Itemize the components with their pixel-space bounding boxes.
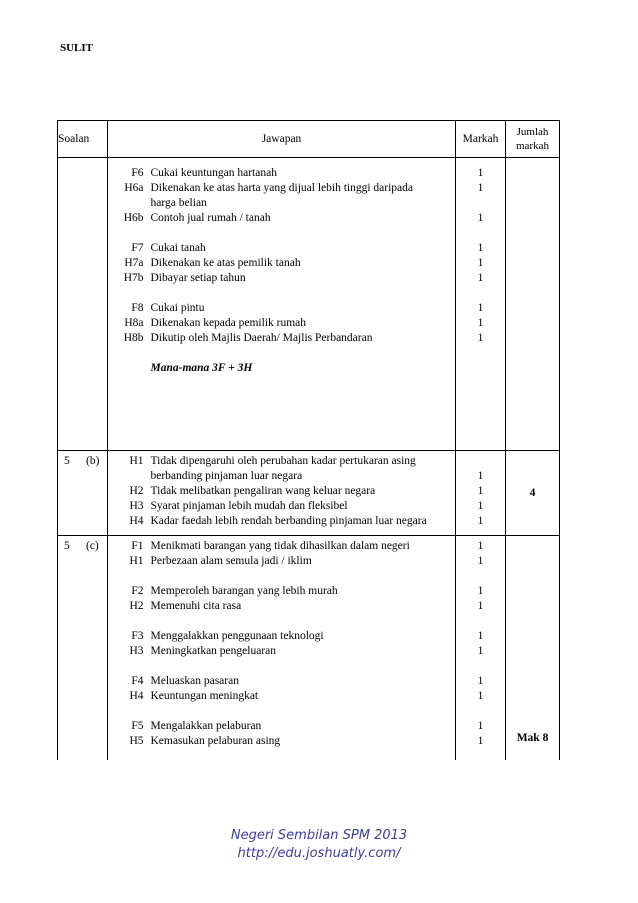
code: H3 bbox=[129, 500, 144, 512]
code: H7b bbox=[123, 272, 144, 284]
code: H3 bbox=[129, 645, 144, 657]
mark bbox=[456, 454, 505, 469]
mark: 1 bbox=[477, 500, 484, 512]
section-a-total bbox=[506, 158, 560, 451]
code: F3 bbox=[131, 630, 144, 642]
marking-scheme-table bbox=[57, 120, 560, 760]
mark: 1 bbox=[477, 182, 484, 194]
section-a-answers bbox=[148, 158, 456, 451]
answer-line: Syarat pinjaman lebih mudah dan fleksibel bbox=[150, 500, 348, 512]
mark: 1 bbox=[477, 690, 484, 702]
section-c-row bbox=[58, 536, 560, 761]
code: H1 bbox=[129, 555, 144, 567]
sulit-label: SULIT bbox=[60, 42, 94, 54]
code: H7a bbox=[124, 257, 144, 269]
answer-line: Cukai keuntungan hartanah bbox=[150, 167, 277, 179]
section-b-codes bbox=[117, 451, 148, 536]
answer-line: Contoh jual rumah / tanah bbox=[150, 212, 271, 224]
answer-line: Cukai pintu bbox=[150, 302, 205, 314]
mark bbox=[456, 196, 505, 211]
code: H2 bbox=[129, 485, 144, 497]
mark: 1 bbox=[477, 585, 484, 597]
code: H6b bbox=[123, 212, 144, 224]
question-part: (b) bbox=[86, 455, 100, 467]
code: H4 bbox=[129, 690, 144, 702]
question-number: 5 bbox=[64, 455, 70, 467]
mark: 1 bbox=[477, 630, 484, 642]
mark: 1 bbox=[477, 302, 484, 314]
mark: 1 bbox=[477, 540, 484, 552]
mark: 1 bbox=[477, 212, 484, 224]
code: H1 bbox=[129, 455, 144, 467]
code: F8 bbox=[131, 302, 144, 314]
header-jumlah-markah bbox=[506, 121, 560, 158]
mark: 1 bbox=[477, 332, 484, 344]
answer-line: Keuntungan meningkat bbox=[150, 690, 259, 702]
section-b-marks bbox=[456, 451, 506, 536]
answer-line: Memenuhi cita rasa bbox=[150, 600, 242, 612]
header-markah: Markah bbox=[456, 121, 506, 158]
mark: 1 bbox=[477, 735, 484, 747]
mark: 1 bbox=[477, 167, 484, 179]
answer-line: Dibayar setiap tahun bbox=[150, 272, 246, 284]
mark: 1 bbox=[477, 645, 484, 657]
answer-line: berbanding pinjaman luar negara bbox=[150, 470, 303, 482]
code: H2 bbox=[129, 600, 144, 612]
section-c-answers bbox=[148, 536, 456, 761]
answer-line: Kemasukan pelaburan asing bbox=[150, 735, 281, 747]
mark: 1 bbox=[477, 317, 484, 329]
section-c-marks bbox=[456, 536, 506, 761]
section-a-row bbox=[58, 158, 560, 451]
answer-line: Perbezaan alam semula jadi / iklim bbox=[150, 555, 312, 567]
footer-url: http://edu.joshuatly.com/ bbox=[237, 846, 401, 861]
answer-line: Meluaskan pasaran bbox=[150, 675, 239, 687]
answer-line: harga belian bbox=[150, 197, 207, 209]
section-b-total: 4 bbox=[506, 451, 560, 536]
header-jumlah-line2: markah bbox=[516, 140, 549, 152]
answer-line: Mengalakkan pelaburan bbox=[150, 720, 262, 732]
mark: 1 bbox=[477, 242, 484, 254]
code bbox=[117, 469, 148, 484]
answer-line: Dikutip oleh Majlis Daerah/ Majlis Perbandaran bbox=[150, 332, 373, 344]
code: F4 bbox=[131, 675, 144, 687]
mark: 1 bbox=[477, 675, 484, 687]
question-part: (c) bbox=[86, 540, 99, 552]
answer-line: Kadar faedah lebih rendah berbanding pinjaman luar negara bbox=[150, 515, 427, 527]
code: H6a bbox=[124, 182, 144, 194]
section-c-total: Mak 8 bbox=[506, 536, 560, 761]
section-a-codes bbox=[117, 158, 148, 451]
mark: 1 bbox=[477, 515, 484, 527]
answer-line: Tidak dipengaruhi oleh perubahan kadar pertukaran asing bbox=[150, 455, 416, 467]
mark: 1 bbox=[477, 720, 484, 732]
selection-note: Mana-mana 3F + 3H bbox=[150, 362, 253, 374]
mark: 1 bbox=[477, 600, 484, 612]
code: H5 bbox=[129, 735, 144, 747]
section-c-soalan bbox=[58, 536, 108, 761]
answer-line: Dikenakan ke atas pemilik tanah bbox=[150, 257, 301, 269]
answer-line: Tidak melibatkan pengaliran wang keluar negara bbox=[150, 485, 376, 497]
code: F6 bbox=[131, 167, 144, 179]
mark: 1 bbox=[477, 272, 484, 284]
question-number: 5 bbox=[64, 540, 70, 552]
code: F7 bbox=[131, 242, 144, 254]
section-a-marks bbox=[456, 158, 506, 451]
header-soalan: Soalan bbox=[58, 121, 108, 158]
mark: 1 bbox=[477, 257, 484, 269]
header-row bbox=[58, 121, 560, 158]
mark: 1 bbox=[477, 470, 484, 482]
answer-line: Cukai tanah bbox=[150, 242, 206, 254]
mark: 1 bbox=[477, 485, 484, 497]
code bbox=[117, 196, 148, 211]
answer-line: Menggalakkan penggunaan teknologi bbox=[150, 630, 324, 642]
code: H4 bbox=[129, 515, 144, 527]
mark: 1 bbox=[477, 555, 484, 567]
answer-line: Memperoleh barangan yang lebih murah bbox=[150, 585, 338, 597]
section-b-soalan bbox=[58, 451, 108, 536]
section-b-answers bbox=[148, 451, 456, 536]
code: H8a bbox=[124, 317, 144, 329]
code: F1 bbox=[131, 540, 144, 552]
answer-line: Dikenakan kepada pemilik rumah bbox=[150, 317, 307, 329]
section-b-row bbox=[58, 451, 560, 536]
answer-line: Dikenakan ke atas harta yang dijual lebih tinggi daripada bbox=[150, 182, 413, 194]
code: H8b bbox=[123, 332, 144, 344]
answer-line: Menikmati barangan yang tidak dihasilkan dalam negeri bbox=[150, 540, 410, 552]
answer-line: Meningkatkan pengeluaran bbox=[150, 645, 276, 657]
code: F5 bbox=[131, 720, 144, 732]
code: F2 bbox=[131, 585, 144, 597]
header-jumlah-line1: Jumlah bbox=[516, 126, 549, 138]
section-a-soalan bbox=[58, 158, 108, 451]
footer-source: Negeri Sembilan SPM 2013 bbox=[230, 828, 408, 843]
header-jawapan: Jawapan bbox=[108, 121, 456, 158]
section-c-codes bbox=[117, 536, 148, 761]
